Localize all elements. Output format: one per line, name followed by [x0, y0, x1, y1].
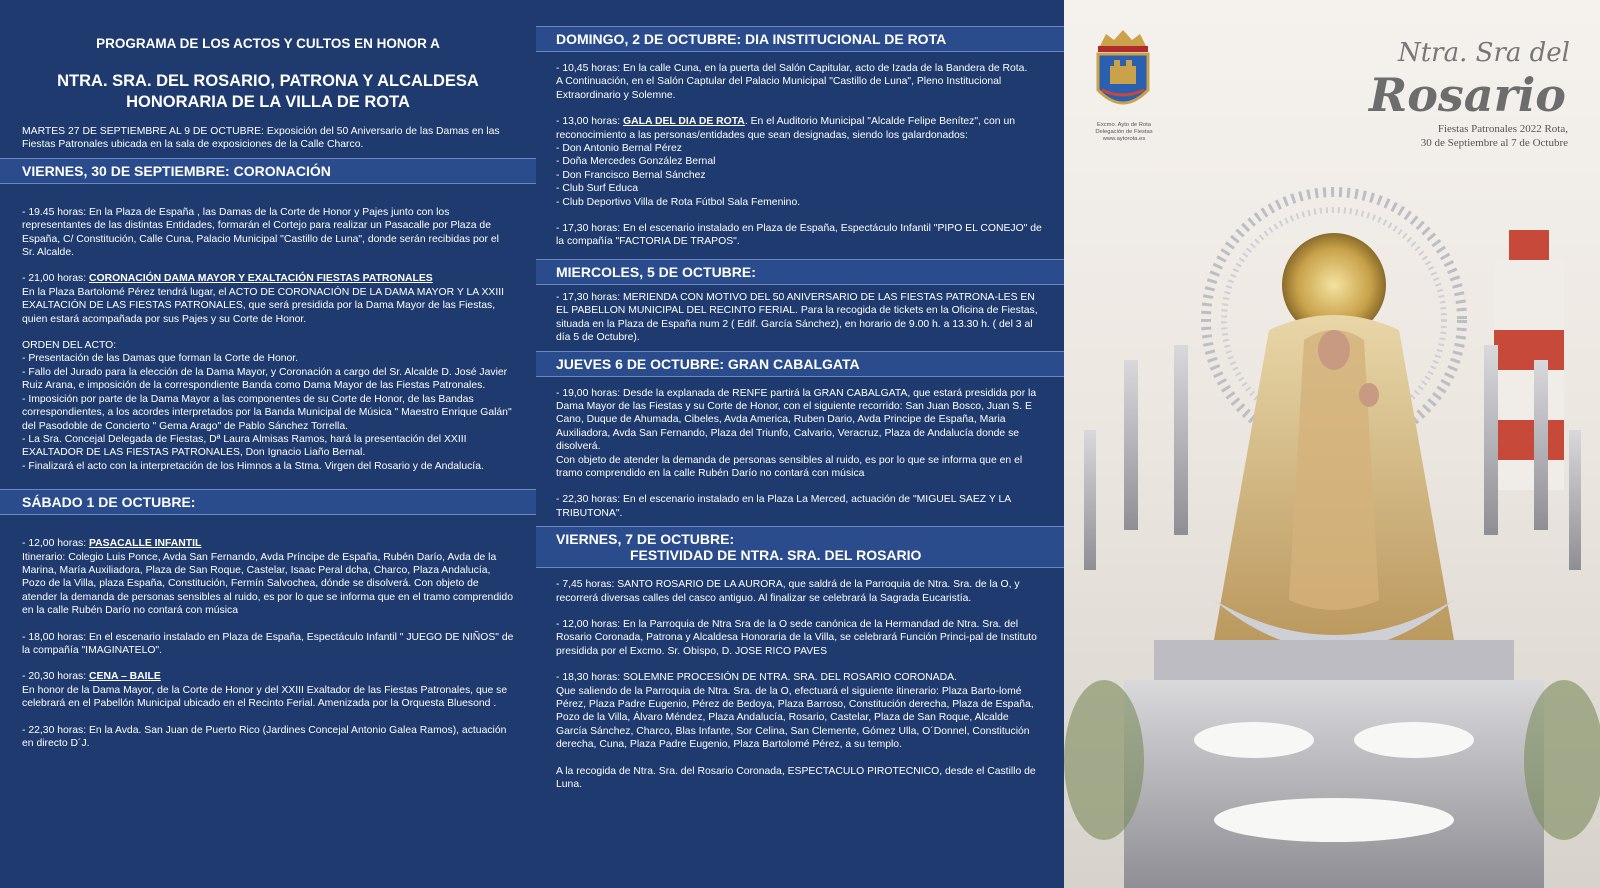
saturday-event-4: - 22,30 horas: En la Avda. San Juan de Puerto Rico (Jardines Concejal Antonio Galea Ramos), actuación en directo D´J. [22, 724, 507, 749]
saturday-event-3: - 20,30 horas: CENA – BAILE [22, 671, 161, 683]
saturday-1-heading: SÁBADO 1 DE OCTUBRE: [0, 489, 536, 515]
thursday-6-heading: JUEVES 6 DE OCTUBRE: GRAN CABALGATA [536, 351, 1064, 377]
main-title: NTRA. SRA. DEL ROSARIO, PATRONA Y ALCALDESA HONORARIA DE LA VILLA DE ROTA [57, 72, 479, 111]
awardee-list [536, 142, 1064, 209]
sunday-2-heading: DOMINGO, 2 DE OCTUBRE: DIA INSTITUCIONAL DE ROTA [536, 26, 1064, 52]
friday7-event-3b: Que saliendo de la Parroquia de Ntra. Sra. de la O, efectuará el siguiente itinerario: Plaza Barto-lomé Pérez, Plaza Padre Eugenio, Pérez de Bedoya, Plaza Barroso, Constitución derecha, Plaza de España, Pozo de la Villa, Álvaro Méndez, Plaza Andalucía, Rosario, Castelar, Plaza de San Roque, Alcalde García Sánchez, Charco, Blas Infante, Sor Celina, San Clemente, Gómez Ulla, O´Donnel, Constitución derecha, Cuna, Plaza Padre Eugenio, Plaza Bartolomé Pérez, a su templo. [556, 685, 1034, 751]
thursday-event-2: - 22,30 horas: En el escenario instalado en la Plaza La Merced, actuación de "MIGUEL SAEZ Y LA TRIBUTONA". [556, 494, 1011, 519]
gala-title: GALA DEL DIA DE ROTA [623, 116, 745, 128]
brand-rosario: Rosario [1368, 68, 1566, 122]
cena-baile-title: CENA – BAILE [89, 671, 161, 683]
orden-item: - Finalizará el acto con la interpretación de los Himnos a la Stma. Virgen del Rosario y de Andalucía. [22, 460, 484, 472]
wednesday-event-1: - 17,30 horas: MERIENDA CON MOTIVO DEL 50 ANIVERSARIO DE LAS FIESTAS PATRONA-LES EN EL PABELLON MUNICIPAL DEL RECINTO FERIAL. Para la recogida de tickets en la Oficina de Fiestas, situada en la Plaza de España num 2 ( Edif. García Sánchez), en horario de 9.00 h. a 13.30 h. ( del 3 al día 5 de Octubre). [556, 291, 1038, 344]
friday-7-subheading: FESTIVIDAD DE NTRA. SRA. DEL ROSARIO [630, 547, 922, 564]
awardee-item: - Don Antonio Bernal Pérez [556, 143, 682, 155]
orden-item: - Fallo del Jurado para la elección de la Dama Mayor, y Coronación a cargo del Sr. Alcalde D. José Javier Ruiz Arana, e imposición de la correspondiente Banda como Dama Mayor de las Fiestas Patronales. [22, 366, 508, 392]
orden-item: - Imposición por parte de la Dama Mayor a las componentes de su Corte de Honor, de las Bandas correspondientes, a los acordes interpretados por la Banda Municipal de Música " Maestro Enrique Galán" del Pasodoble de Concierto " Gema Arago" de Pablo Sánchez Torrella. [22, 393, 512, 432]
middle-column [536, 0, 1064, 888]
orden-item: - Presentación de las Damas que forman la Corte de Honor. [22, 353, 299, 365]
friday7-event-1: - 7,45 horas: SANTO ROSARIO DE LA AURORA, que saldrá de la Parroquia de Ntra. Sra. de la O, y recorrerá diversas calles del casco antiguo. Al finalizar se celebrará la Sagrada Eucaristía. [556, 579, 1020, 604]
crest-caption: Excmo. Ayto de Rota Delegación de Fiestas www.aytorota.es [1095, 122, 1153, 142]
orden-item: - La Sra. Concejal Delegada de Fiestas, Dª Laura Almisas Ramos, hará la presentación del XXIII EXALTADOR DE LAS FIESTAS PATRONALES, Don Ignacio Liaño Bernal. [22, 433, 467, 459]
sunday-event-2: - 13,00 horas: GALA DEL DIA DE ROTA. En el Auditorio Municipal "Alcalde Felipe Benítez", con un reconocimiento a las personas/entidades que sean designadas, siendo los galardonados: [556, 116, 1016, 141]
friday-event-1: - 19.45 horas: En la Plaza de España , las Damas de la Corte de Honor y Pajes junto con los representantes de las distintas Entidades, formarán el Cortejo para realizar un Pasacalle por Plaza de España, C/ Constitución, Calle Cuna, Palacio Municipal "Castillo de Luna", donde serán recibidas por el Sr. Alcalde. [22, 206, 499, 259]
right-panel [1064, 0, 1600, 888]
awardee-item: - Doña Mercedes González Bernal [556, 156, 716, 168]
saturday-event-1-text: Itinerario: Colegio Luis Ponce, Avda San Fernando, Avda Príncipe de España, Rubén Darío, Avda de la Marina, María Auxiliadora, Plaza de San Roque, Castelar, Isaac Peral dcha, Charco, Plaza Andalucía, Pozo de la Villa, plaza España, Constitución, Fermín Salvochea, dónde se disolverá. Con objeto de atender la demanda de personas sensibles al ruido, es por lo que se informa que en el tramo comprendido en la calle Rubén Darío no contará con música [22, 551, 513, 617]
saturday-event-3-text: En honor de la Dama Mayor, de la Corte de Honor y del XXIII Exaltador de las Fiestas Patronales, que se celebrará en el Pabellón Municipal ubicado en el Recinto Ferial. Amenizada por la Orquesta Bluesond . [22, 684, 508, 710]
awardee-item: - Club Deportivo Villa de Rota Fútbol Sala Femenino. [556, 196, 801, 208]
friday7-event-4: A la recogida de Ntra. Sra. del Rosario Coronada, ESPECTACULO PIROTECNICO, desde el Castillo de Luna. [556, 765, 1036, 791]
rota-crest-logo [1092, 28, 1154, 118]
sunday-event-3: - 17,30 horas: En el escenario instalado en Plaza de España, Espectáculo Infantil "PIPO EL CONEJO" de la compañía "FACTORIA DE TRAPOS". [556, 223, 1042, 248]
intro-title: PROGRAMA DE LOS ACTOS Y CULTOS EN HONOR A [96, 36, 440, 51]
brand-subtitle: Fiestas Patronales 2022 Rota, 30 de Septiembre al 7 de Octubre [1420, 123, 1568, 149]
pasacalle-title: PASACALLE INFANTIL [89, 538, 202, 550]
saturday-event-2: - 18,00 horas: En el escenario instalado en Plaza de España, Espectáculo Infantil " JUEGO DE NIÑOS" de la compañía "IMAGINATELO". [22, 631, 514, 656]
left-column [0, 0, 536, 888]
friday-30-heading: VIERNES, 30 DE SEPTIEMBRE: CORONACIÓN [0, 158, 536, 184]
awardee-item: - Don Francisco Bernal Sánchez [556, 169, 706, 181]
thursday-event-1: - 19,00 horas: Desde la explanada de RENFE partirá la GRAN CABALGATA, que estará presidida por la Dama Mayor de las Fiestas y su Corte de Honor, con el siguiente recorrido: San Juan Bosco, Juan S. E Cano, Duque de Ahumada, Cibeles, Avda America, Ruben Dario, Avda Principe de España, Maria Auxiliadora, Avda San Fernando, Plaza del Triunfo, Calvario, Veracruz, Plaza de Andalucía donde se disolverá. [556, 387, 1037, 453]
orden-title: ORDEN DEL ACTO: [22, 340, 117, 352]
awardee-item: - Club Surf Educa [556, 183, 639, 195]
coronation-title: CORONACIÓN DAMA MAYOR Y EXALTACIÓN FIESTAS PATRONALES [89, 273, 433, 285]
friday-event-2-text: En la Plaza Bartolomé Pérez tendrá lugar, el ACTO DE CORONACIÓN DE LA DAMA MAYOR Y LA XXIII EXALTACIÓN DE LAS FIESTAS PATRONALES, que será presidida por la Dama Mayor de las Fiestas, quien estará acompañada por sus Pajes y su Corte de Honor. [22, 286, 505, 325]
friday-7-heading: VIERNES, 7 DE OCTUBRE: FESTIVIDAD DE NTRA. SRA. DEL ROSARIO [536, 526, 1064, 568]
thursday-event-1b: Con objeto de atender la demanda de personas sensibles al ruido, es por lo que se informa que en el tramo comprendido en la calle Rubén Darío no contará con música [556, 454, 1023, 479]
virgin-face [1318, 330, 1350, 370]
exposition-text: MARTES 27 DE SEPTIEMBRE AL 9 DE OCTUBRE: Exposición del 50 Aniversario de las Damas en las Fiestas Patronales ubicada en la sala de exposiciones de la Calle Charco. [22, 126, 500, 151]
wednesday-5-heading: MIERCOLES, 5 DE OCTUBRE: [536, 259, 1064, 285]
sunday-event-1b: A Continuación, en el Salón Captular del Palacio Municipal "Castillo de Luna", Pleno Institucional Extraordinario y Solemne. [556, 76, 1002, 101]
brand-line-1: Ntra. Sra del [1397, 38, 1570, 68]
saturday-event-1: - 12,00 horas: PASACALLE INFANTIL [22, 538, 202, 550]
silver-platform [1154, 640, 1514, 680]
friday7-event-3: - 18,30 horas: SOLEMNE PROCESIÓN DE NTRA. SRA. DEL ROSARIO CORONADA. [556, 672, 957, 684]
sunday-event-1: - 10,45 horas: En la calle Cuna, en la puerta del Salón Capitular, acto de Izada de la Bandera de Rota. [556, 63, 1028, 74]
friday7-event-2: - 12,00 horas: En la Parroquia de Ntra Sra de la O sede canónica de la Hermandad de Ntra. Sra. del Rosario Coronada, Patrona y Alcaldesa Honoraria de la Villa, se celebrará Función Princi-pal de Instituto presidida por el Excmo. Sr. Obispo, D. JOSE RICO PAVES [556, 618, 1037, 657]
friday-event-2: - 21,00 horas: CORONACIÓN DAMA MAYOR Y EXALTACIÓN FIESTAS PATRONALES [22, 273, 433, 285]
